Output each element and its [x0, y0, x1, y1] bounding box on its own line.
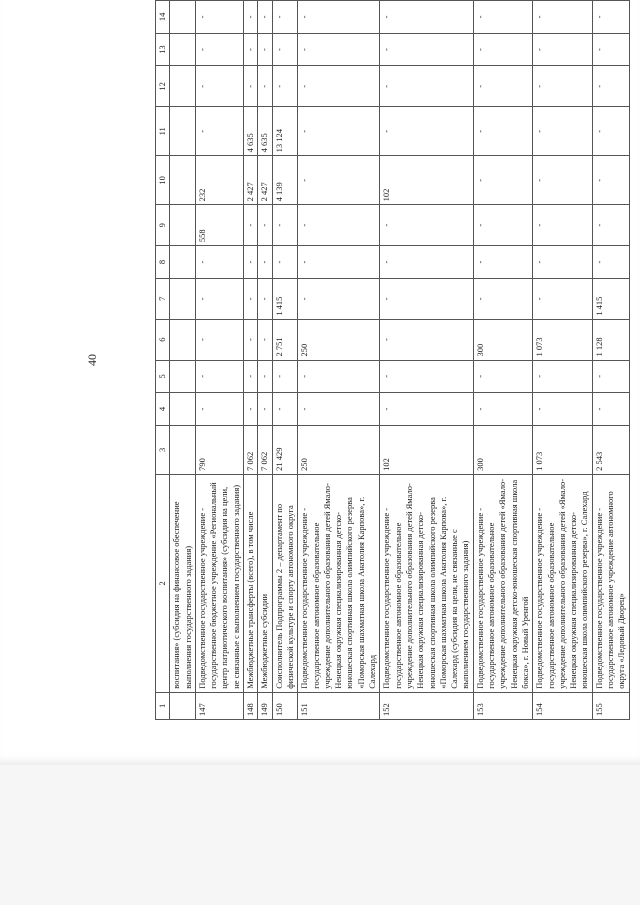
value-cell: -: [592, 360, 629, 393]
header-cell: 6: [156, 319, 170, 360]
value-cell: -: [195, 1, 243, 34]
value-cell: -: [258, 1, 272, 34]
value-cell: -: [473, 246, 532, 279]
value-cell: -: [533, 66, 592, 107]
value-cell: -: [380, 319, 473, 360]
value-cell: [170, 246, 196, 279]
value-cell: -: [473, 33, 532, 66]
value-cell: -: [380, 107, 473, 156]
value-cell: -: [298, 156, 380, 205]
row-name: Соисполнитель Подпрограммы 2 – департамент по физической культуре и спорту автономного округа: [272, 474, 298, 692]
value-cell: 300: [473, 319, 532, 360]
table-row: [380, 1, 473, 720]
value-cell: 21 429: [272, 425, 298, 474]
value-cell: -: [473, 66, 532, 107]
value-cell: 7 062: [258, 425, 272, 474]
value-cell: -: [298, 107, 380, 156]
table-row: [195, 1, 243, 720]
value-cell: -: [244, 66, 258, 107]
value-cell: -: [258, 205, 272, 246]
value-cell: -: [473, 278, 532, 319]
value-cell: -: [473, 360, 532, 393]
table-row: [298, 1, 380, 720]
value-cell: 4 635: [244, 107, 258, 156]
value-cell: [170, 1, 196, 34]
value-cell: 1 073: [533, 319, 592, 360]
row-name: Подведомственное государственное учреждение - государственное автономное образовательное учреждение дополнительного образования детей Ямало-Ненецкая окружная специализированная детско-юношеская спортивная школа олимпийского резерва «Поморская шахматная школа Анатолия Карпова», г. Салехард: [298, 474, 380, 692]
value-cell: -: [592, 393, 629, 426]
value-cell: [170, 66, 196, 107]
value-cell: -: [244, 278, 258, 319]
value-cell: 232: [195, 156, 243, 205]
header-cell: 1: [156, 692, 170, 719]
value-cell: -: [244, 319, 258, 360]
value-cell: -: [272, 66, 298, 107]
value-cell: -: [473, 205, 532, 246]
header-cell: 3: [156, 425, 170, 474]
table-row: [272, 1, 298, 720]
value-cell: -: [244, 360, 258, 393]
value-cell: -: [298, 66, 380, 107]
row-name: воспитания» (субсидия на финансовое обеспечение выполнения государственного задания): [170, 474, 196, 692]
value-cell: 2 751: [272, 319, 298, 360]
value-cell: -: [195, 393, 243, 426]
value-cell: [170, 360, 196, 393]
value-cell: -: [592, 1, 629, 34]
value-cell: -: [533, 1, 592, 34]
value-cell: -: [258, 319, 272, 360]
header-cell: 8: [156, 246, 170, 279]
table-row: [170, 1, 196, 720]
value-cell: -: [592, 205, 629, 246]
value-cell: -: [473, 156, 532, 205]
value-cell: -: [258, 33, 272, 66]
value-cell: -: [272, 205, 298, 246]
header-cell: 14: [156, 1, 170, 34]
header-cell: 5: [156, 360, 170, 393]
value-cell: -: [592, 246, 629, 279]
row-number: 147: [195, 692, 243, 719]
value-cell: -: [258, 246, 272, 279]
value-cell: -: [533, 107, 592, 156]
table-row: [473, 1, 532, 720]
rotated-content: [85, 0, 627, 720]
value-cell: 4 139: [272, 156, 298, 205]
row-number: 155: [592, 692, 629, 719]
value-cell: [170, 33, 196, 66]
value-cell: 2 543: [592, 425, 629, 474]
value-cell: -: [592, 33, 629, 66]
row-number: 148: [244, 692, 258, 719]
value-cell: 13 124: [272, 107, 298, 156]
row-name: Подведомственное государственное учреждение - государственное бюджетное учреждение «Региональный центр патриотического воспитания» (субсидия на цели, не связанные с выполнением государственного задания): [195, 474, 243, 692]
value-cell: -: [258, 278, 272, 319]
table-row: [533, 1, 592, 720]
value-cell: -: [195, 319, 243, 360]
value-cell: -: [272, 33, 298, 66]
value-cell: 1 415: [592, 278, 629, 319]
value-cell: -: [473, 107, 532, 156]
table-row: [258, 1, 272, 720]
value-cell: -: [272, 246, 298, 279]
value-cell: -: [533, 33, 592, 66]
value-cell: -: [298, 278, 380, 319]
row-number: 150: [272, 692, 298, 719]
value-cell: -: [298, 205, 380, 246]
value-cell: -: [195, 246, 243, 279]
value-cell: -: [298, 393, 380, 426]
value-cell: -: [533, 246, 592, 279]
value-cell: -: [380, 66, 473, 107]
header-cell: 9: [156, 205, 170, 246]
row-name: Межбюджетные субсидии: [258, 474, 272, 692]
value-cell: 558: [195, 205, 243, 246]
value-cell: -: [592, 107, 629, 156]
value-cell: -: [298, 33, 380, 66]
row-number: 154: [533, 692, 592, 719]
row-name: Подведомственное государственное учреждение - государственное автономное образовательное учреждение дополнительного образования детей «Ямало-Ненецкая окружная детско-юношеская спортивная школа бокса», г. Новый Уренгой: [473, 474, 532, 692]
value-cell: -: [244, 393, 258, 426]
row-number: 153: [473, 692, 532, 719]
value-cell: -: [380, 1, 473, 34]
header-cell: 4: [156, 393, 170, 426]
row-number: 152: [380, 692, 473, 719]
header-row: [156, 1, 170, 720]
row-number: [170, 692, 196, 719]
value-cell: -: [258, 360, 272, 393]
value-cell: -: [380, 246, 473, 279]
value-cell: 1 128: [592, 319, 629, 360]
value-cell: -: [380, 33, 473, 66]
value-cell: -: [195, 278, 243, 319]
value-cell: 1 073: [533, 425, 592, 474]
value-cell: 102: [380, 156, 473, 205]
header-cell: 10: [156, 156, 170, 205]
value-cell: -: [272, 393, 298, 426]
value-cell: 250: [298, 425, 380, 474]
row-number: 149: [258, 692, 272, 719]
budget-table: [155, 0, 630, 720]
value-cell: -: [592, 156, 629, 205]
value-cell: -: [195, 360, 243, 393]
value-cell: -: [533, 393, 592, 426]
row-name: Подведомственное государственное учреждение - государственное автономное образовательное учреждение дополнительного образования детей «Ямало-Ненецкая окружная специализированная детско-юношеская школа олимпийского резерва», г. Салехард: [533, 474, 592, 692]
header-cell: 13: [156, 33, 170, 66]
value-cell: [170, 156, 196, 205]
value-cell: -: [533, 278, 592, 319]
value-cell: -: [298, 1, 380, 34]
value-cell: 2 427: [244, 156, 258, 205]
header-cell: 12: [156, 66, 170, 107]
value-cell: 7 062: [244, 425, 258, 474]
value-cell: [170, 425, 196, 474]
value-cell: -: [195, 107, 243, 156]
value-cell: -: [380, 360, 473, 393]
table-body: [156, 1, 630, 720]
row-number: 151: [298, 692, 380, 719]
value-cell: [170, 278, 196, 319]
value-cell: [170, 205, 196, 246]
value-cell: -: [258, 393, 272, 426]
value-cell: [170, 107, 196, 156]
value-cell: -: [592, 66, 629, 107]
value-cell: -: [244, 33, 258, 66]
value-cell: -: [244, 1, 258, 34]
value-cell: 250: [298, 319, 380, 360]
value-cell: [170, 319, 196, 360]
value-cell: -: [195, 66, 243, 107]
value-cell: -: [380, 205, 473, 246]
header-cell: 11: [156, 107, 170, 156]
value-cell: -: [195, 33, 243, 66]
value-cell: -: [473, 393, 532, 426]
value-cell: -: [298, 360, 380, 393]
header-cell: 7: [156, 278, 170, 319]
value-cell: -: [380, 393, 473, 426]
value-cell: 2 427: [258, 156, 272, 205]
value-cell: -: [272, 1, 298, 34]
value-cell: -: [473, 1, 532, 34]
value-cell: 4 635: [258, 107, 272, 156]
value-cell: [170, 393, 196, 426]
scan-margin: [0, 765, 640, 905]
value-cell: -: [258, 66, 272, 107]
value-cell: -: [244, 205, 258, 246]
value-cell: -: [533, 360, 592, 393]
row-name: Межбюджетные трансферты (всего), в том числе: [244, 474, 258, 692]
value-cell: -: [533, 205, 592, 246]
value-cell: 300: [473, 425, 532, 474]
value-cell: 790: [195, 425, 243, 474]
table-row: [592, 1, 629, 720]
value-cell: -: [533, 156, 592, 205]
value-cell: -: [272, 360, 298, 393]
value-cell: 102: [380, 425, 473, 474]
value-cell: 1 415: [272, 278, 298, 319]
row-name: Подведомственное государственное учреждение - государственное автономное учреждение автономного округа «Ледовый Дворец»: [592, 474, 629, 692]
value-cell: -: [298, 246, 380, 279]
value-cell: -: [380, 278, 473, 319]
table-row: [244, 1, 258, 720]
page-number: 40: [85, 354, 99, 366]
header-cell: 2: [156, 474, 170, 692]
row-name: Подведомственное государственное учреждение - государственное автономное образовательное учреждение дополнительного образования детей Ямало-Ненецкая окружная специализированная детско-юношеская спортивная школа олимпийского резерва «Поморская шахматная школа Анатолия Карпова», г. Салехард (субсидия на цели, не связанные с выполнением государственного задания): [380, 474, 473, 692]
value-cell: -: [244, 246, 258, 279]
